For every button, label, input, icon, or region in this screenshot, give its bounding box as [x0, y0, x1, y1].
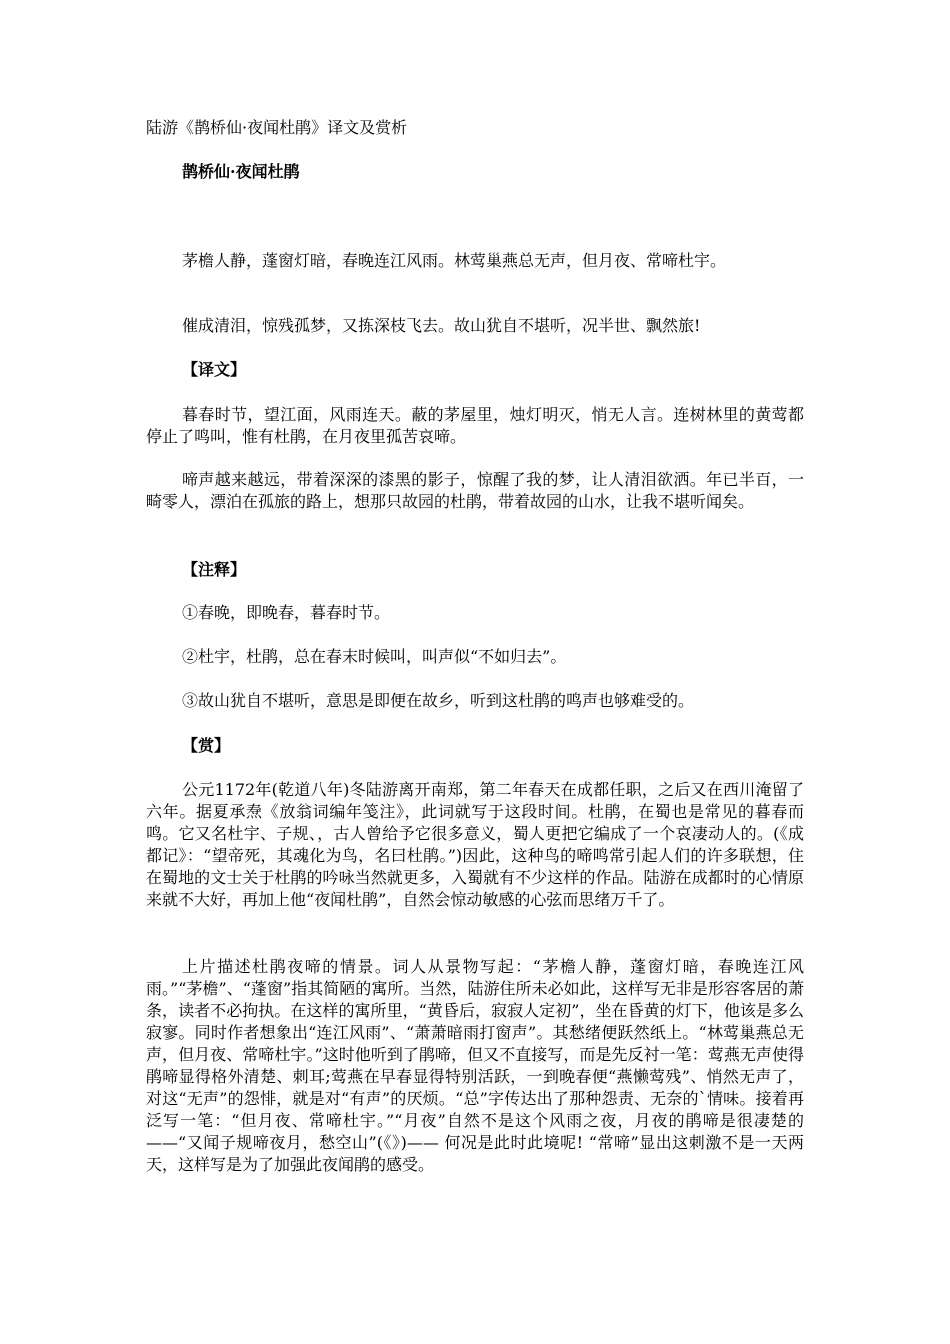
appreciation-heading: 【赏】 — [182, 736, 231, 755]
poem-stanza-2: 催成清泪，惊残孤梦，又拣深枝飞去。故山犹自不堪听，况半世、飘然旅! — [182, 316, 701, 335]
appreciation-paragraph-2: 上片描述杜鹃夜啼的情景。词人从景物写起：“茅檐人静，蓬窗灯暗，春晚连江风雨。”“茅檐”、“蓬窗”指其简陋的寓所。当然，陆游住所未必如此，这样写无非是形容客居的萧条，读者不必拘执。在这样的寓所里，“黄昏后，寂寂人定初”，坐在昏黄的灯下，他该是多么寂寥。同时作者想象出“连江风雨”、“萧萧暗雨打窗声”。其愁绪便跃然纸上。“林莺巢燕总无声，但月夜、常啼杜宇。”这时他听到了鹃啼，但又不直接写，而是先反衬一笔：莺燕无声使得鹃啼显得格外清楚、刺耳;莺燕在早春显得特别活跃，一到晚春便“燕懒莺残”、悄然无声了，对这“无声”的怨悱，就是对“有声”的厌烦。“总”字传达出了那种怨责、无奈的`情味。接着再泛写一笔：“但月夜、常啼杜宇。”“月夜”自然不是这个风雨之夜，月夜的鹃啼是很凄楚的——“又闻子规啼夜月，愁空山”(《》)—— 何况是此时此境呢! “常啼”显出这刺激不是一天两天，这样写是为了加强此夜闻鹃的感受。 — [146, 957, 804, 1174]
note-item-2: ②杜宇，杜鹃，总在春末时候叫，叫声似“不如归去”。 — [182, 647, 567, 666]
note-item-3: ③故山犹自不堪听，意思是即便在故乡，听到这杜鹃的鸣声也够难受的。 — [182, 691, 695, 710]
poem-stanza-1: 茅檐人静，蓬窗灯暗，春晚连江风雨。林莺巢燕总无声，但月夜、常啼杜宇。 — [182, 251, 727, 270]
translation-paragraph-2: 啼声越来越远，带着深深的漆黑的影子，惊醒了我的梦，让人清泪欲洒。年已半百，一畸零人，漂泊在孤旅的路上，想那只故园的杜鹃，带着故园的山水，让我不堪听闻矣。 — [146, 470, 804, 511]
translation-paragraph-1: 暮春时节，望江面，风雨连天。蔽的茅屋里，烛灯明灭，悄无人言。连树林里的黄莺都停止了鸣叫，惟有杜鹃，在月夜里孤苦哀啼。 — [146, 405, 804, 446]
appreciation-paragraph-1: 公元1172年(乾道八年)冬陆游离开南郑，第二年春天在成都任职，之后又在西川淹留了六年。据夏承焘《放翁词编年笺注》，此词就写于这段时间。杜鹃，在蜀也是常见的暮春而鸣。它又名杜宇、子规、，古人曾给予它很多意义，蜀人更把它编成了一个哀凄动人的。(《成都记》：“望帝死，其魂化为鸟，名曰杜鹃。”)因此，这种鸟的啼鸣常引起人们的许多联想，住在蜀地的文士关于杜鹃的吟咏当然就更多，入蜀就有不少这样的作品。陆游在成都时的心情原来就不大好，再加上他“夜闻杜鹃”，自然会惊动敏感的心弦而思绪万千了。 — [146, 780, 804, 909]
translation-heading: 【译文】 — [182, 360, 247, 379]
poem-title: 鹊桥仙·夜闻杜鹃 — [182, 162, 300, 181]
notes-heading: 【注释】 — [182, 560, 247, 579]
document-title: 陆游《鹊桥仙·夜闻杜鹃》译文及赏析 — [146, 118, 408, 137]
note-item-1: ①春晚，即晚春，暮春时节。 — [182, 603, 391, 622]
